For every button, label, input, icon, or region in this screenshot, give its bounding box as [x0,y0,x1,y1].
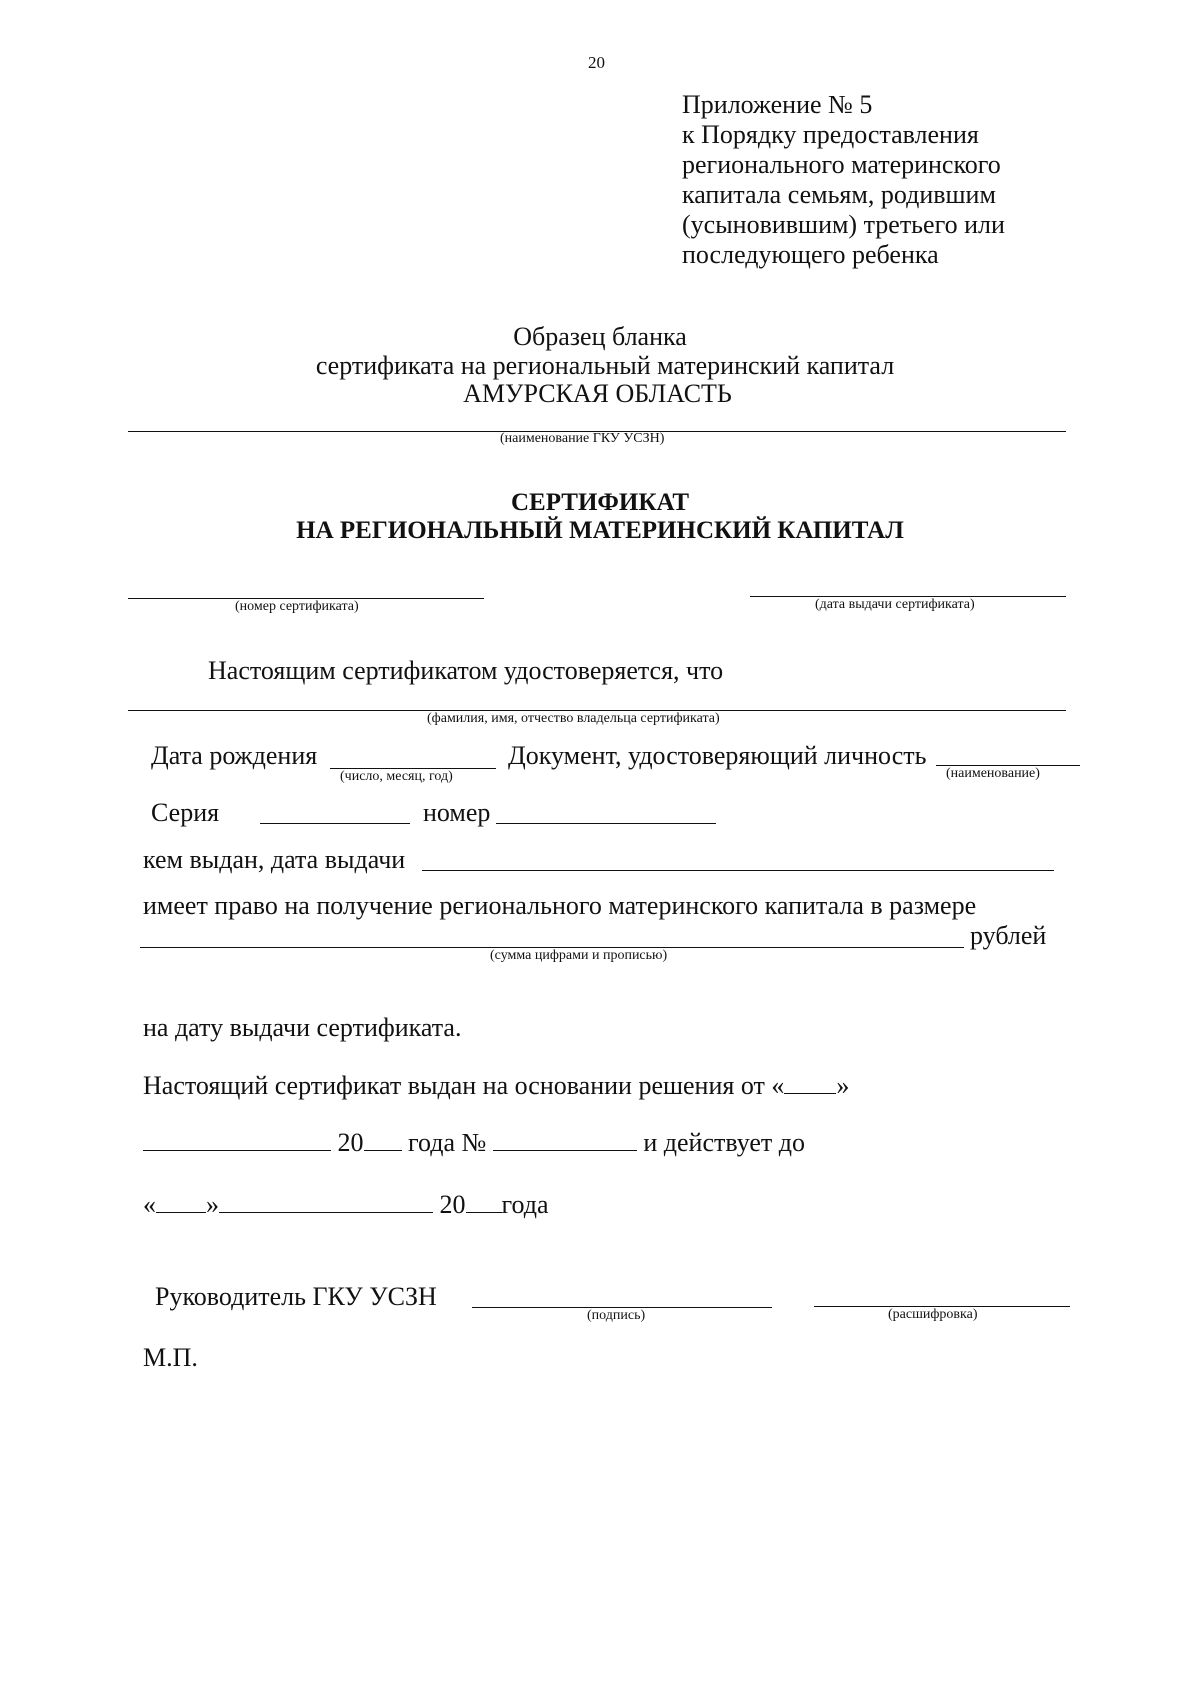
valid-day-field[interactable] [156,1190,206,1213]
org-name-caption: (наименование ГКУ УСЗН) [500,431,665,446]
basis-text [143,1071,849,1101]
transcript-caption: (расшифровка) [888,1307,978,1322]
page-number: 20 [588,53,605,72]
certificate-title: СЕРТИФИКАТ [510,489,689,516]
stamp-place: М.П. [143,1343,198,1372]
decision-number-field[interactable] [493,1128,637,1151]
appendix-line: регионального материнского [682,150,1001,179]
amount-caption: (сумма цифрами и прописью) [490,948,668,963]
form-sample-label: Образец бланка [513,322,687,351]
issue-date-caption: (дата выдачи сертификата) [815,597,975,612]
basis-close-quote: » [836,1071,850,1100]
series-line[interactable] [260,823,410,824]
valid-until-label: и действует до [643,1128,806,1157]
open-quote: « [143,1190,156,1219]
signature-caption: (подпись) [587,1308,646,1323]
certificate-subtitle: НА РЕГИОНАЛЬНЫЙ МАТЕРИНСКИЙ КАПИТАЛ [296,517,904,544]
year-number-label: года № [408,1128,487,1157]
year-prefix: 20 [337,1128,364,1157]
valid-until-date [143,1190,549,1220]
close-quote: » [206,1190,219,1219]
decision-month-field[interactable] [143,1128,331,1151]
decision-details [143,1128,805,1158]
decision-year-field[interactable] [364,1128,402,1151]
year-label-2: года [501,1190,549,1219]
birth-date-label: Дата рождения [151,741,318,770]
region-name: АМУРСКАЯ ОБЛАСТЬ [463,379,732,408]
issued-by-line[interactable] [422,870,1054,871]
valid-year-field[interactable] [466,1190,502,1213]
issued-by-label: кем выдан, дата выдачи [143,845,406,874]
cert-number-caption: (номер сертификата) [235,599,359,614]
rubles-label: рублей [970,921,1047,950]
head-label: Руководитель ГКУ УСЗН [155,1282,437,1311]
document-label: Документ, удостоверяющий личность [508,741,927,770]
basis-label: Настоящий сертификат выдан на основании решения от « [143,1071,785,1100]
appendix-line: (усыновившим) третьего или [682,210,1005,239]
intro-text: Настоящим сертификатом удостоверяется, что [208,656,724,685]
appendix-block [682,90,1005,270]
series-label: Серия [151,798,220,827]
on-date-text: на дату выдачи сертификата. [143,1013,462,1042]
appendix-line: Приложение № 5 [682,90,873,119]
full-name-caption: (фамилия, имя, отчество владельца сертификата) [427,711,720,726]
document-name-caption: (наименование) [946,766,1040,781]
year-prefix-2: 20 [439,1190,466,1219]
appendix-line: к Порядку предоставления [682,120,979,149]
right-text: имеет право на получение регионального материнского капитала в размере [143,891,977,920]
decision-day-field[interactable] [784,1071,836,1094]
valid-month-field[interactable] [219,1190,433,1213]
form-subtitle: сертификата на региональный материнский капитал [315,351,895,380]
number-line[interactable] [496,823,716,824]
number-label: номер [423,798,491,827]
birth-date-caption: (число, месяц, год) [340,769,453,784]
appendix-line: последующего ребенка [682,240,939,269]
appendix-line: капитала семьям, родившим [682,180,996,209]
